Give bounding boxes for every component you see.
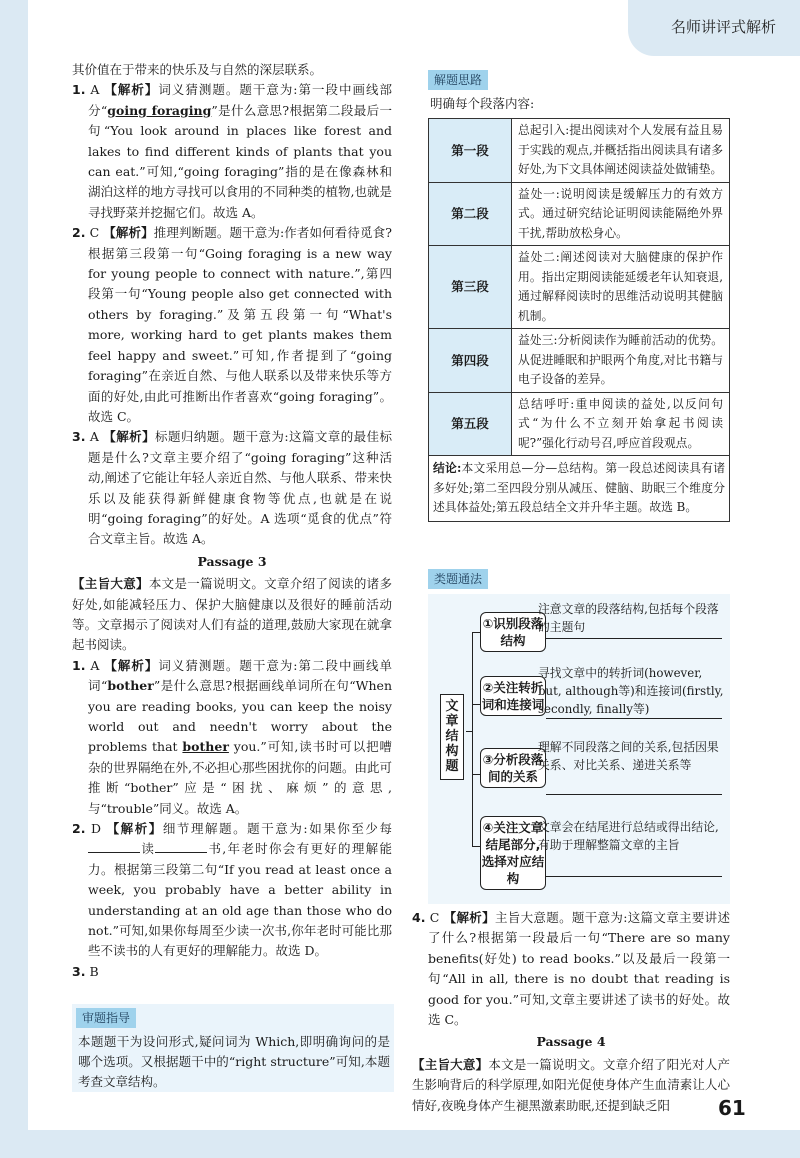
p3-question-3: 3. B <box>72 963 99 979</box>
fill-blank <box>155 840 207 853</box>
p3-question-1: 1. A 【解析】词义猜测题。题干意为:第二段中画线单词“bother”是什么意思?根据画线单词所在句“When you are reading books, you can keep the noisy world out and needn't worry about the problems that bother you.”可知,读书时可以把嘈杂的世界隔绝在外,不必担心那些困扰你的问题。由此可推断“bother”应是“困扰、麻烦”的意思,与“trouble”同义。故选 A。 <box>72 657 392 816</box>
mind-desc: 注意文章的段落结构,包括每个段落的主题句 <box>538 602 719 634</box>
question-1: 1. A 【解析】词义猜测题。题干意为:第一段中画线部分“going foraging”是什么意思?根据第二段最后一句“You look around in places like forest and lakes to find different kinds of plants that you can eat.”可知,“going foraging”指的是在像森林和湖泊这样的地方寻找可以食用的不同种类的植物,也就是寻找野菜并挖掘它们。故选 A。 <box>72 82 393 220</box>
question-4: 4. C 【解析】主旨大意题。题干意为:这篇文章主要讲述了什么?根据第一段最后一句“There are so many benefits(好处) to read books.”以及最后一段第一句“All in all, there is no doubt that reading is good for you.”可知,文章主要讲述了读书的好处。故选 C。 <box>412 910 730 1028</box>
p3-question-2: 2. D 【解析】细节理解题。题干意为:如果你至少每读 书,年老时你会有更好的理解能力。根据第三段第二句“If you read at least once a week, you probably have a better ability in understanding at an old age than those who do not.”可知,如果你每周至少读一次书,你年老时可能比那些不读书的人有更好的理解能力。故选 D。 <box>72 821 392 959</box>
main-idea: 【主旨大意】本文是一篇说明文。文章介绍了阅读的诸多好处,如能减轻压力、保护大脑健康以及很好的睡前活动等。文章揭示了阅读对人们有益的道理,鼓励大家现在就拿起书阅读。 <box>72 576 392 653</box>
header-title: 名师讲评式解析 <box>670 18 776 36</box>
solution-intro: 明确每个段落内容: <box>430 96 535 111</box>
passage-heading: Passage 3 <box>197 553 267 569</box>
mind-node: ④关注文章结尾部分,选择对应结构 <box>480 816 546 890</box>
left-column <box>72 60 392 982</box>
guide-text: 本题题干为设问形式,疑问词为 Which,即明确询问的是哪个选项。又根据题干中的“right structure”可知,本题考查文章结构。 <box>78 1034 390 1089</box>
fill-blank <box>88 840 140 853</box>
right-lower <box>412 908 730 1116</box>
header-tab <box>628 0 800 56</box>
page-number: 61 <box>718 1096 746 1120</box>
method-tag: 类题通法 <box>428 569 488 589</box>
mind-desc: 理解不同段落之间的关系,包括因果关系、对比关系、递进关系等 <box>538 740 719 772</box>
conclusion-row: 结论:本文采用总—分—总结构。第一段总述阅读具有诸多好处;第二至四段分别从减压、健脑、助眠三个维度分述具体益处;第五段总结全文并升华主题。故选 B。 <box>429 456 730 522</box>
mind-desc: 寻找文章中的转折词(however, but, although等)和连接词(firstly, secondly, finally等) <box>538 666 724 716</box>
mind-node: ①识别段落结构 <box>480 612 546 652</box>
text-line: 其价值在于带来的快乐及与自然的深层联系。 <box>72 62 323 77</box>
passage-heading: Passage 4 <box>536 1034 606 1050</box>
mind-node: ③分析段落间的关系 <box>480 748 546 788</box>
paragraph-table <box>428 118 730 522</box>
exam-guide-box <box>72 1004 394 1092</box>
mind-map <box>428 594 730 904</box>
question-2: 2. C 【解析】推理判断题。题干意为:作者如何看待觅食?根据第三段第一句“Going foraging is a new way for young people to connect with nature.”,第四段第一句“Young people also get connected with others by foraging.”及第五段第一句“What's more, working hard to get plants makes them feel happy and sweet.”可知,作者提到了“going foraging”在亲近自然、与他人联系以及带来快乐等方面的好处,由此可推断出作者喜欢“going foraging”。故选 C。 <box>72 225 392 424</box>
mind-node: ②关注转折词和连接词 <box>480 676 546 716</box>
mind-root: 文章结构题 <box>440 694 464 780</box>
mind-desc: 文章会在结尾进行总结或得出结论,有助于理解整篇文章的主旨 <box>538 820 719 852</box>
table-row: 第一段 总起引入:提出阅读对个人发展有益且易于实践的观点,并概括指出阅读具有诸多好处,为下文具体阐述阅读益处做铺垫。 <box>429 119 730 183</box>
guide-tag: 审题指导 <box>76 1008 136 1028</box>
solution-tag: 解题思路 <box>428 70 488 90</box>
table-row: 第三段 益处二:阐述阅读对大脑健康的保护作用。指出定期阅读能延缓老年认知衰退,通过解释阅读时的思维活动说明其健脑机制。 <box>429 246 730 329</box>
table-row: 第五段 总结呼吁:重申阅读的益处,以反问句式“为什么不立刻开始拿起书阅读呢?”强化行动号召,呼应首段观点。 <box>429 392 730 456</box>
table-row: 第二段 益处一:说明阅读是缓解压力的有效方式。通过研究结论证明阅读能隔绝外界干扰,帮助放松身心。 <box>429 182 730 246</box>
table-row: 第四段 益处三:分析阅读作为睡前活动的优势。从促进睡眠和护眼两个角度,对比书籍与电子设备的差异。 <box>429 329 730 393</box>
question-3: 3. A 【解析】标题归纳题。题干意为:这篇文章的最佳标题是什么?文章主要介绍了“going foraging”这种活动,阐述了它能让年轻人亲近自然、与他人联系、带来快乐以及能获得新鲜健康食物等优点,也就是在说明“going foraging”的好处。A 选项“觅食的优点”符合文章主旨。故选 A。 <box>72 429 392 547</box>
main-idea-4: 【主旨大意】本文是一篇说明文。文章介绍了阳光对人产生影响背后的科学原理,如阳光促使身体产生血清素让人心情好,夜晚身体产生褪黑激素助眠,还提到缺乏阳 <box>412 1056 730 1113</box>
